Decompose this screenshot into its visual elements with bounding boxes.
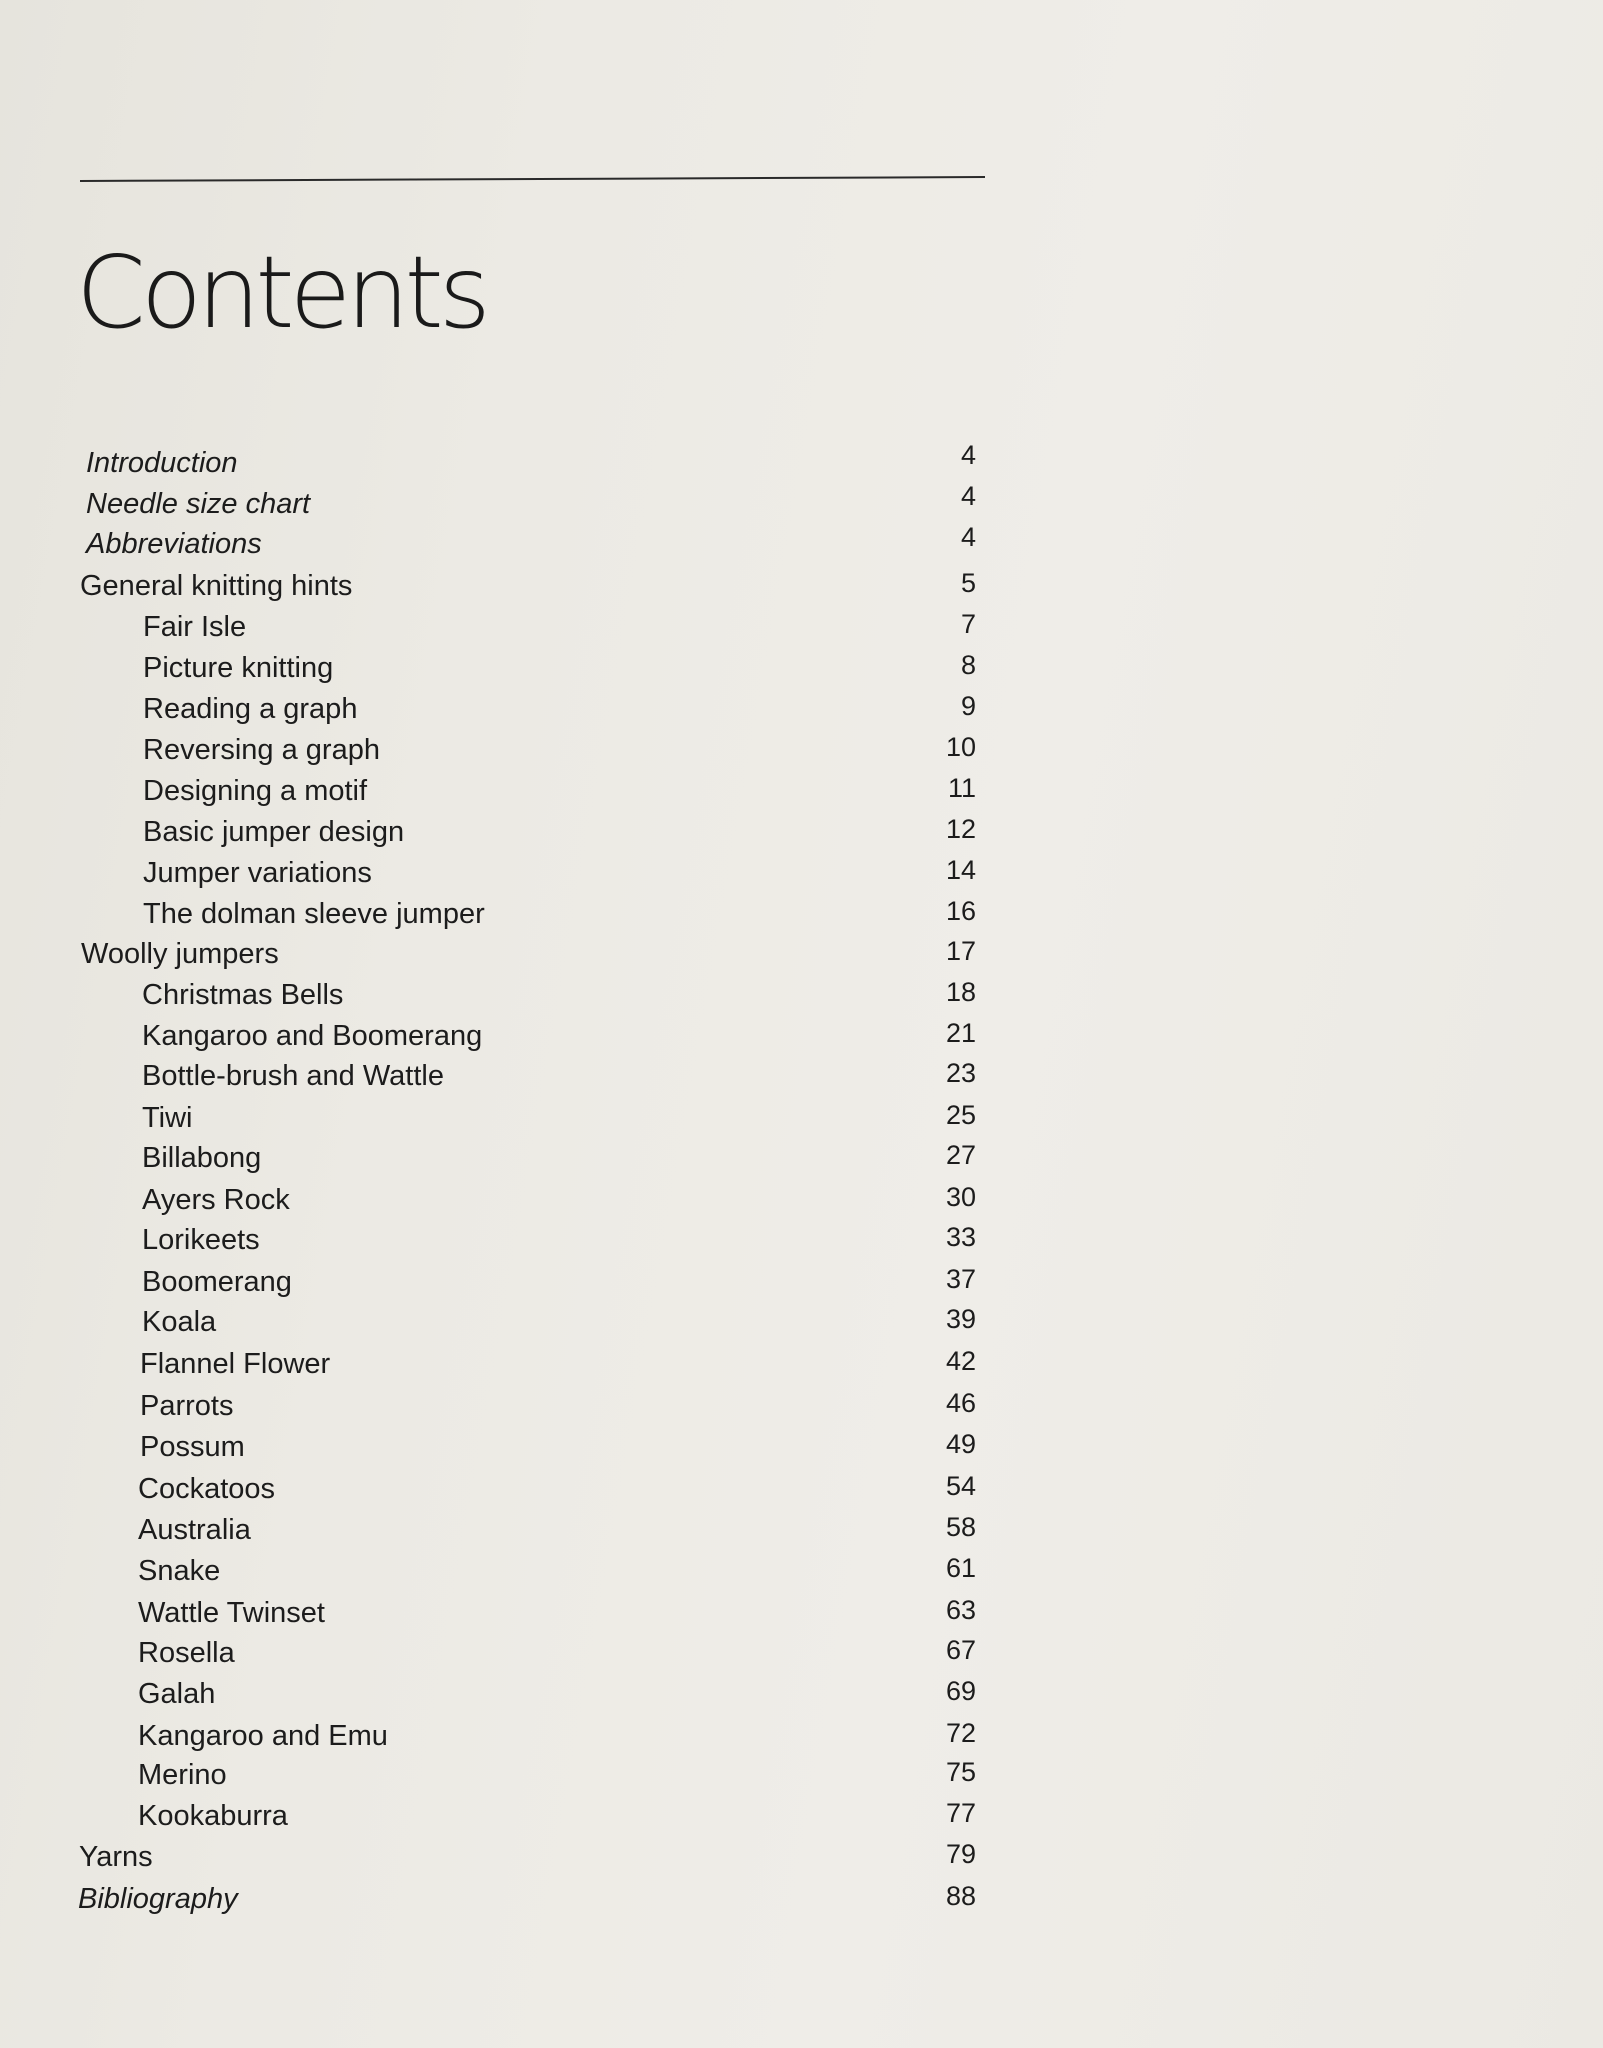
toc-entry-page-number: 8 [960, 650, 976, 680]
toc-entry [0, 1716, 1000, 1756]
toc-entry-title: Kookaburra [138, 1800, 288, 1832]
toc-entry [0, 1510, 1000, 1550]
toc-entry [0, 689, 1000, 729]
toc-entry-title: Ayers Rock [142, 1184, 290, 1216]
toc-entry-page-number: 4 [960, 522, 976, 552]
toc-entry [0, 730, 1000, 770]
toc-entry-title: Merino [138, 1759, 227, 1791]
toc-entry [0, 1386, 1000, 1426]
toc-entry [0, 1180, 1000, 1220]
toc-entry-page-number: 46 [945, 1388, 976, 1418]
toc-entry-title: Cockatoos [138, 1473, 276, 1505]
toc-entry-title: Australia [138, 1514, 251, 1546]
toc-entry [0, 524, 1000, 564]
toc-entry-page-number: 4 [960, 481, 976, 511]
toc-entry-title: Needle size chart [86, 488, 311, 520]
toc-entry-title: Christmas Bells [142, 979, 344, 1011]
toc-entry [0, 1837, 1000, 1877]
toc-entry-title: Abbreviations [86, 528, 262, 560]
toc-entry-title: Tiwi [142, 1102, 193, 1134]
toc-entry-title: Parrots [140, 1390, 234, 1422]
toc-entry-page-number: 33 [945, 1222, 976, 1252]
toc-entry-page-number: 9 [960, 691, 976, 721]
toc-entry-page-number: 5 [960, 568, 976, 598]
toc-entry [0, 1879, 1000, 1919]
toc-entry-page-number: 37 [945, 1264, 976, 1294]
toc-entry [0, 1755, 1000, 1795]
toc-entry-page-number: 88 [945, 1881, 976, 1911]
toc-entry [0, 1138, 1000, 1178]
toc-entry [0, 1344, 1000, 1384]
toc-entry-title: Fair Isle [143, 611, 247, 643]
toc-entry [0, 1220, 1000, 1260]
toc-entry [0, 1674, 1000, 1714]
toc-entry-title: Picture knitting [143, 652, 334, 684]
toc-entry-page-number: 27 [945, 1140, 976, 1170]
toc-entry-page-number: 7 [960, 609, 976, 639]
toc-entry-page-number: 21 [945, 1018, 976, 1048]
toc-entry-page-number: 16 [945, 896, 976, 926]
toc-entry [0, 1593, 1000, 1633]
toc-entry [0, 566, 1000, 606]
toc-entry-title: Bibliography [78, 1883, 238, 1915]
toc-entry-page-number: 14 [945, 855, 976, 885]
toc-entry-page-number: 54 [945, 1471, 976, 1501]
toc-entry-page-number: 77 [945, 1798, 976, 1828]
toc-entry-title: Possum [140, 1431, 245, 1463]
toc-entry [0, 853, 1000, 893]
toc-entry-page-number: 72 [945, 1718, 976, 1748]
toc-entry [0, 1098, 1000, 1138]
toc-entry-title: Galah [138, 1678, 216, 1710]
toc-entry [0, 1427, 1000, 1467]
toc-entry-title: Bottle-brush and Wattle [142, 1060, 444, 1092]
toc-entry-page-number: 10 [945, 732, 976, 762]
toc-entry [0, 1796, 1000, 1836]
toc-entry-title: Koala [142, 1306, 217, 1338]
toc-entry-page-number: 25 [945, 1100, 976, 1130]
toc-entry-title: Billabong [142, 1142, 262, 1174]
toc-entry-page-number: 63 [945, 1595, 976, 1625]
page-title: Contents [76, 234, 486, 351]
toc-entry-title: Kangaroo and Emu [138, 1720, 388, 1752]
toc-entry-page-number: 39 [945, 1304, 976, 1334]
toc-entry [0, 771, 1000, 811]
toc-entry-page-number: 18 [945, 977, 976, 1007]
toc-entry-page-number: 11 [947, 773, 976, 803]
toc-entry [0, 607, 1000, 647]
toc-entry [0, 648, 1000, 688]
toc-entry-page-number: 75 [945, 1757, 976, 1787]
toc-entry-title: Woolly jumpers [81, 938, 279, 970]
toc-entry-title: Snake [138, 1555, 221, 1587]
toc-entry [0, 894, 1000, 934]
toc-entry [0, 812, 1000, 852]
toc-entry-title: Rosella [138, 1637, 235, 1669]
toc-entry [0, 1469, 1000, 1509]
toc-entry-page-number: 17 [945, 936, 976, 966]
toc-entry-title: Jumper variations [143, 857, 372, 889]
toc-entry-page-number: 4 [960, 440, 976, 470]
toc-entry [0, 1262, 1000, 1302]
toc-entry-page-number: 67 [945, 1635, 976, 1665]
toc-entry-title: Designing a motif [143, 775, 368, 807]
toc-entry-title: Flannel Flower [140, 1348, 331, 1380]
toc-entry [0, 440, 1000, 483]
toc-entry [0, 1056, 1000, 1096]
toc-entry-page-number: 12 [945, 814, 976, 844]
toc-entry-title: General knitting hints [80, 570, 353, 602]
toc-entry [0, 934, 1000, 974]
toc-entry-title: Lorikeets [142, 1224, 260, 1256]
toc-entry-page-number: 30 [945, 1182, 976, 1212]
toc-entry-title: Wattle Twinset [138, 1597, 325, 1629]
toc-entry-title: Reading a graph [143, 693, 358, 725]
toc-entry-page-number: 23 [945, 1058, 976, 1088]
toc-entry-title: Basic jumper design [143, 816, 405, 848]
toc-entry-title: Kangaroo and Boomerang [142, 1020, 483, 1052]
toc-entry-title: Reversing a graph [143, 734, 380, 766]
toc-entry-title: Boomerang [142, 1266, 292, 1298]
toc-entry-title: Introduction [86, 447, 238, 479]
toc-entry [0, 1016, 1000, 1056]
toc-entry-page-number: 69 [945, 1676, 976, 1706]
toc-entry [0, 481, 1000, 524]
toc-entry [0, 1633, 1000, 1673]
toc-entry-page-number: 58 [945, 1512, 976, 1542]
toc-entry-page-number: 49 [945, 1429, 976, 1459]
toc-entry [0, 1551, 1000, 1591]
toc-entry [0, 975, 1000, 1015]
toc-entry-title: Yarns [79, 1841, 153, 1873]
toc-entry-page-number: 79 [945, 1839, 976, 1869]
toc-entry-page-number: 42 [945, 1346, 976, 1376]
toc-entry-page-number: 61 [945, 1553, 976, 1583]
toc-entry [0, 1302, 1000, 1342]
toc-entry-title: The dolman sleeve jumper [143, 898, 485, 930]
